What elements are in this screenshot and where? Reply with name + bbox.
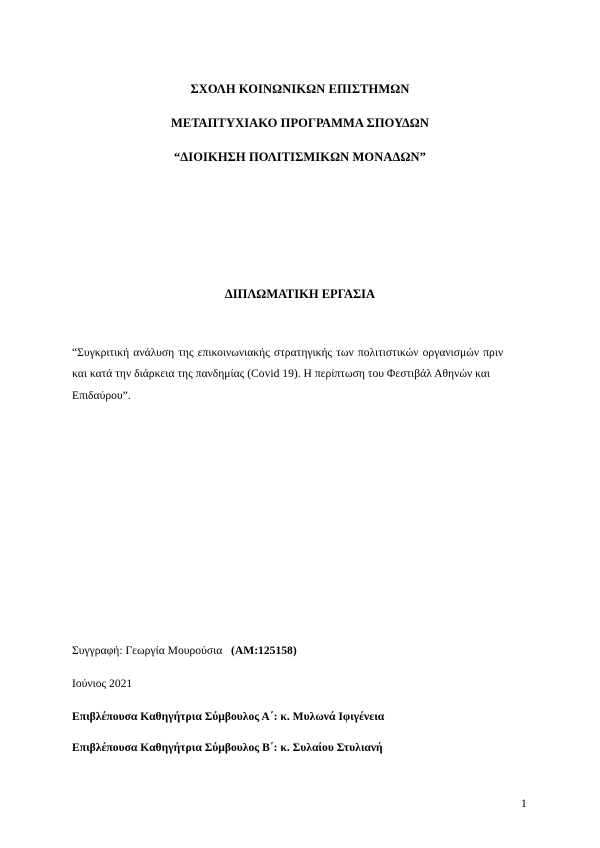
author-registration-number: (ΑΜ:125158) xyxy=(231,644,297,657)
supervisor-a: Επιβλέπουσα Καθηγήτρια Σύμβουλος Α΄: κ. Μυλωνά Ιφιγένεια xyxy=(72,710,385,723)
thesis-label: ΔΙΠΛΩΜΑΤΙΚΗ ΕΡΓΑΣΙΑ xyxy=(224,287,376,301)
author-line xyxy=(72,644,297,657)
program-heading: ΜΕΤΑΠΤΥΧΙΑΚΟ ΠΡΟΓΡΑΜΜΑ ΣΠΟΥΔΩΝ xyxy=(171,116,429,130)
date-line: Ιούνιος 2021 xyxy=(72,677,133,690)
program-name-heading: “ΔΙΟΙΚΗΣΗ ΠΟΛΙΤΙΣΜΙΚΩΝ ΜΟΝΑΔΩΝ” xyxy=(173,150,427,164)
author-name: Συγγραφή: Γεωργία Μουρούσια xyxy=(72,644,223,657)
supervisor-b: Επιβλέπουσα Καθηγήτρια Σύμβουλος Β΄: κ. Συλαίου Στυλιανή xyxy=(72,741,383,754)
thesis-title-line: Επιδαύρου”. xyxy=(72,389,131,402)
thesis-title-line: “Συγκριτική ανάλυση της επικοινωνιακής στρατηγικής των πολιτιστικών οργανισμών πριν xyxy=(72,346,504,359)
school-heading: ΣΧΟΛΗ ΚΟΙΝΩΝΙΚΩΝ ΕΠΙΣΤΗΜΩΝ xyxy=(190,82,410,96)
thesis-title-line: και κατά την διάρκεια της πανδημίας (Covid 19). Η περίπτωση του Φεστιβάλ Αθηνών και xyxy=(72,367,491,380)
page-number: 1 xyxy=(521,797,527,810)
